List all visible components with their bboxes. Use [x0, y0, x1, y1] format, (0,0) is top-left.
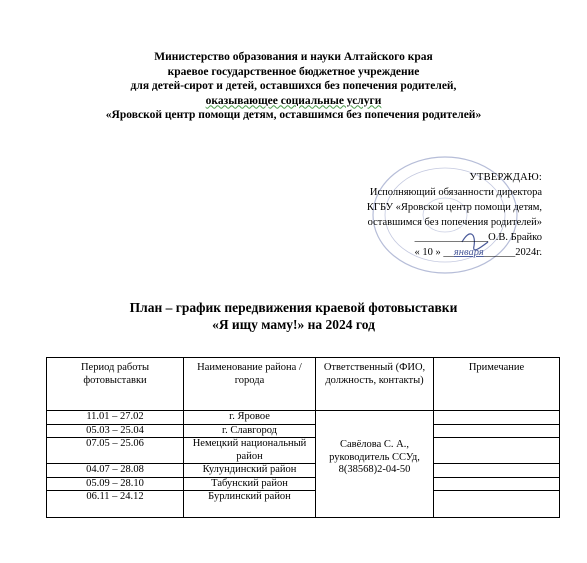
plan-title — [0, 299, 587, 333]
approval-date-year: 2024г. — [515, 247, 542, 258]
cell-period: 05.03 – 25.04 — [47, 424, 184, 438]
header-note: Примечание — [434, 358, 560, 411]
cell-note — [434, 411, 560, 425]
header-line-ministry: Министерство образования и науки Алтайского края — [154, 51, 433, 63]
approval-block — [326, 170, 542, 260]
table-row — [47, 491, 560, 518]
cell-place: Бурлинский район — [184, 491, 316, 518]
table-row — [47, 477, 560, 491]
approval-date-month: января — [453, 247, 484, 258]
header-line-center-name: «Яровской центр помощи детям, оставшимся без попечения родителей» — [105, 109, 482, 121]
approval-position-line1: Исполняющий обязанности директора — [369, 187, 542, 198]
cell-place: Кулундинский район — [184, 464, 316, 478]
header-line-services: оказывающее социальные услуги — [205, 94, 382, 107]
cell-period: 11.01 – 27.02 — [47, 411, 184, 425]
approval-signatory: О.В. Брайко — [488, 232, 542, 243]
cell-responsible — [316, 411, 434, 518]
responsible-role: руководитель ССУд, — [329, 451, 420, 463]
approval-signature-line: ______________О.В. Брайко — [414, 232, 542, 243]
cell-place: Табунский район — [184, 477, 316, 491]
approval-position-line3: оставшимся без попечения родителей» — [367, 217, 542, 228]
table-row — [47, 464, 560, 478]
header-responsible: Ответственный (ФИО, должность, контакты) — [316, 358, 434, 411]
header-line-institution-type: краевое государственное бюджетное учреждение — [167, 65, 420, 78]
plan-title-line1: План – график передвижения краевой фотовыставки — [129, 300, 458, 315]
plan-title-line2: «Я ищу маму!» на 2024 год — [212, 317, 375, 332]
responsible-name: Савёлова С. А., — [340, 439, 409, 450]
cell-note — [434, 424, 560, 438]
cell-note — [434, 464, 560, 478]
responsible-phone: 8(38568)2-04-50 — [338, 464, 411, 475]
approval-date-day: « 10 » — [414, 247, 441, 258]
cell-place: г. Яровое — [184, 411, 316, 425]
table-row — [47, 438, 560, 464]
header-line-services-wrap — [0, 94, 587, 109]
organization-header — [0, 50, 587, 123]
cell-note — [434, 477, 560, 491]
approval-date: « 10 » __января______2024г. — [414, 247, 542, 258]
cell-note — [434, 491, 560, 518]
cell-place: Немецкий национальный район — [184, 438, 316, 464]
cell-period: 04.07 – 28.08 — [47, 464, 184, 478]
approval-label: УТВЕРЖДАЮ: — [469, 172, 542, 183]
table-header-row — [47, 358, 560, 411]
table-row — [47, 411, 560, 425]
cell-period: 06.11 – 24.12 — [47, 491, 184, 518]
cell-period: 07.05 – 25.06 — [47, 438, 184, 464]
table-row — [47, 424, 560, 438]
approval-position-line2: КГБУ «Яровской центр помощи детям, — [366, 202, 542, 213]
cell-place: г. Славгород — [184, 424, 316, 438]
header-period: Период работы фотовыставки — [47, 358, 184, 411]
cell-note — [434, 438, 560, 464]
header-line-purpose: для детей-сирот и детей, оставшихся без попечения родителей, — [130, 80, 457, 92]
cell-period: 05.09 – 28.10 — [47, 477, 184, 491]
schedule-table — [46, 357, 560, 518]
header-place: Наименование района /города — [184, 358, 316, 411]
